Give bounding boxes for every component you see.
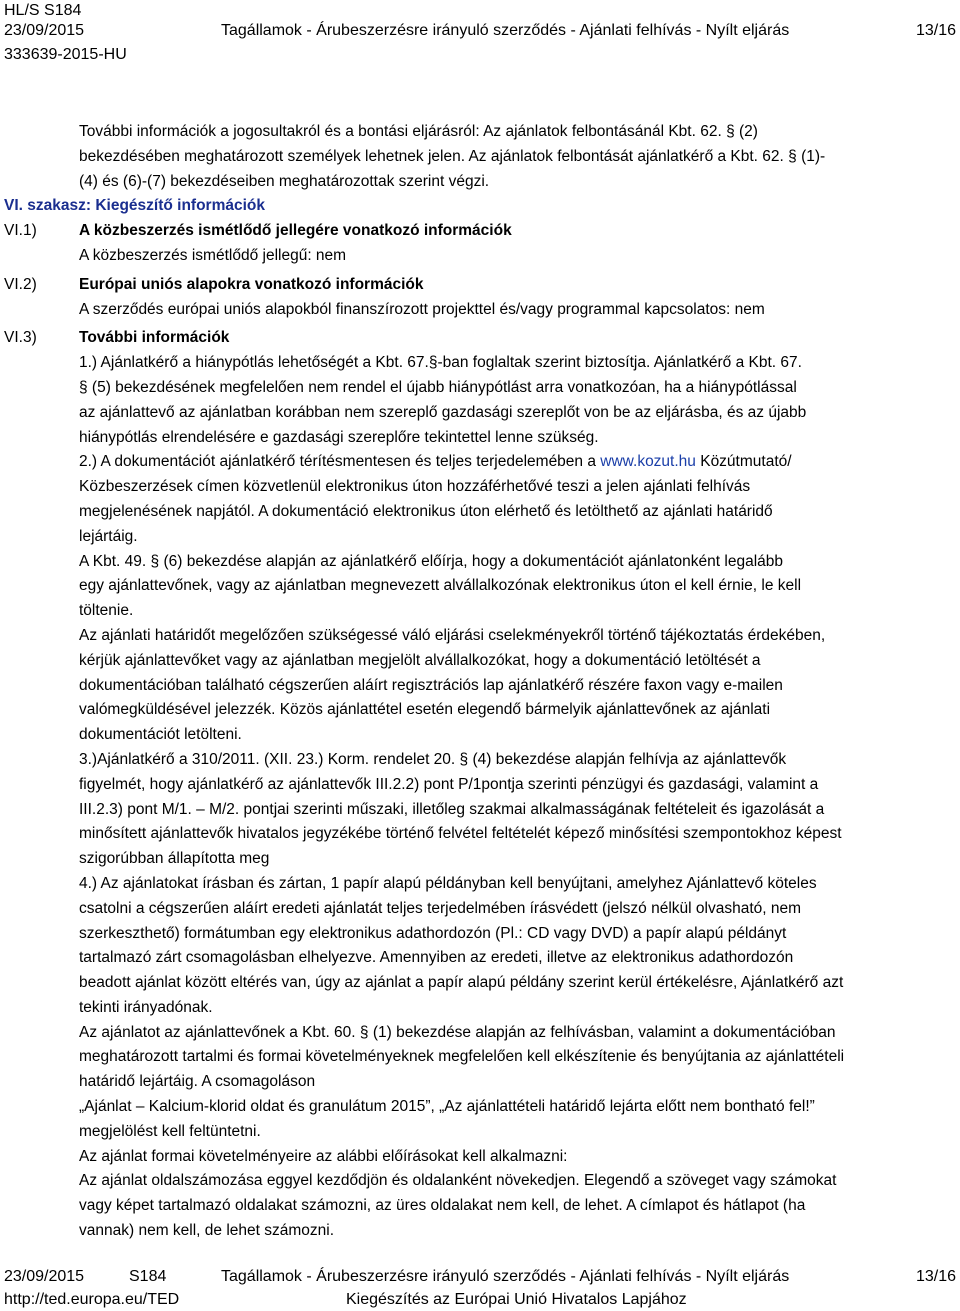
- text-line: III.2.3) pont M/1. – M/2. pontjai szerinti műszaki, illetőleg szakmai alkalmasságának feltételeit és igazolását a: [79, 800, 825, 818]
- section-number: VI.2): [4, 275, 37, 293]
- text-line: minősített ajánlattevők hivatalos jegyzékébe történő felvétel feltételét képező minősítési szempontokhoz képest: [79, 825, 842, 843]
- section-heading: További információk: [79, 329, 230, 347]
- footer-supplement: Kiegészítés az Európai Unió Hivatalos Lapjához: [346, 1291, 687, 1308]
- kozut-link[interactable]: www.kozut.hu: [600, 453, 696, 471]
- text-line: meghatározott tartalmi és formai követelményeknek megfelelően kell elkészítenie és benyújtania az ajánlattételi: [79, 1048, 845, 1066]
- header-page-number: 13/16: [915, 22, 956, 39]
- text-line: dokumentációban található cégszerűen aláírt regisztrációs lap ajánlatkérő részére faxon vagy e-mailen: [79, 676, 783, 694]
- footer-issue: S184: [129, 1268, 167, 1285]
- intro-paragraph: [79, 120, 952, 194]
- section-vi1: [0, 219, 960, 269]
- text-line: 1.) Ajánlatkérő a hiánypótlás lehetőségét a Kbt. 67.§-ban foglaltak szerint biztosítja. Ajánlatkérő a Kbt. 67.: [79, 354, 802, 372]
- text-line: töltenie.: [79, 602, 134, 620]
- section-title: VI. szakasz: Kiegészítő információk: [4, 197, 266, 215]
- text-line: 3.)Ajánlatkérő a 310/2011. (XII. 23.) Korm. rendelet 20. § (4) bekezdése alapján felhívja az ajánlattevők: [79, 750, 787, 768]
- text-line: Az ajánlat oldalszámozása eggyel kezdődjön és oldalanként növekedjen. Elegendő a szöveget vagy számokat: [79, 1172, 837, 1190]
- section-heading: A közbeszerzés ismétlődő jellegére vonatkozó információk: [79, 222, 512, 240]
- section-vi3: [0, 326, 960, 1243]
- text-line: kérjük ajánlattevőket vagy az ajánlatban megjelölt alvállalkozókat, hogy a dokumentáció letöltését a: [79, 651, 761, 669]
- text-line: vannak) nem kell, de lehet számozni.: [79, 1222, 335, 1240]
- text-line: Az ajánlati határidőt megelőzően szükségessé váló eljárási cselekményekről történő tájékoztatás érdekében,: [79, 626, 826, 644]
- text-line: Közbeszerzések címen közvetlenül elektronikus úton hozzáférhetővé teszi a jelen ajánlati felhívás: [79, 478, 751, 496]
- text-line: csatolni a cégszerűen aláírt eredeti ajánlatát teljes terjedelmében írásvédett (jelszó nélkül olvasható, nem: [79, 899, 802, 917]
- text-line: 4.) Az ajánlatokat írásban és zártan, 1 papír alapú példányban kell benyújtani, amelyhez Ajánlattevő köteles: [79, 874, 817, 892]
- text-line: § (5) bekezdésének megfelelően nem rendel el újabb hiánypótlást arra vonatkozóan, ha a hiánypótlással: [79, 378, 797, 396]
- text-line: valómegküldésével jelezzék. Közös ajánlattétel esetén elegendő bármelyik ajánlattevőnek az ajánlati: [79, 701, 771, 719]
- header-title: Tagállamok - Árubeszerzésre irányuló szerződés - Ajánlati felhívás - Nyílt eljárás: [221, 22, 790, 39]
- text-line: Az ajánlatot az ajánlattevőnek a Kbt. 60. § (1) bekezdése alapján az felhívásban, valamint a dokumentációban: [79, 1023, 836, 1041]
- intro-line: bekezdésében meghatározott személyek lehetnek jelen. Az ajánlatok felbontását ajánlatkérő a Kbt. 62. § (1)-: [79, 147, 826, 165]
- text-line: beadott ajánlat között eltérés van, úgy az ajánlat a papír alapú példány szerint kerül értékelésre, Ajánlatkérő azt: [79, 974, 844, 992]
- text-line: szigorúbban állapította meg: [79, 850, 270, 868]
- section-heading: Európai uniós alapokra vonatkozó információk: [79, 275, 424, 293]
- section-text: A szerződés európai uniós alapokból finanszírozott projekttel és/vagy programmal kapcsolatos: nem: [79, 300, 765, 318]
- section-vi2: [0, 273, 960, 323]
- text-line: A Kbt. 49. § (6) bekezdése alapján az ajánlatkérő előírja, hogy a dokumentációt ajánlatonként legalább: [79, 552, 784, 570]
- text-line: határidő lejártáig. A csomagoláson: [79, 1073, 316, 1091]
- text-line: egy ajánlattevőnek, vagy az ajánlatban megnevezett alvállalkozónak elektronikus úton el kell érnie, le kell: [79, 577, 802, 595]
- text-line-with-link: 2.) A dokumentációt ajánlatkérő térítésmentesen és teljes terjedelemében a www.kozut.hu Közútmutató/: [79, 453, 792, 471]
- section-text: A közbeszerzés ismétlődő jellegű: nem: [79, 246, 347, 264]
- text-line: tartalmazó zárt csomagolásban elhelyezve. Amennyiben az eredeti, illetve az elektronikus adathordozón: [79, 949, 794, 967]
- text-line: lejártáig.: [79, 527, 138, 545]
- text-line: Az ajánlat formai követelményeire az alábbi előírásokat kell alkalmazni:: [79, 1147, 568, 1165]
- doc-id: HL/S S184: [4, 2, 82, 19]
- section-number: VI.1): [4, 222, 37, 240]
- text-line: dokumentációt letölteni.: [79, 726, 242, 744]
- text-line: „Ajánlat – Kalcium-klorid oldat és granulátum 2015”, „Az ajánlattételi határidő lejárta előtt nem bontható fel!”: [79, 1098, 815, 1116]
- text-line: vagy képet tartalmazó oldalakat számozni, az üres oldalakat nem kell, de lehet. A címlapot és hátlapot (ha: [79, 1197, 806, 1215]
- notice-number: 333639-2015-HU: [4, 46, 127, 63]
- section-number: VI.3): [4, 329, 37, 347]
- intro-line: További információk a jogosultakról és a bontási eljárásról: Az ajánlatok felbontásánál Kbt. 62. § (2): [79, 123, 758, 140]
- text-line: szerkeszthető) formátumban egy elektronikus adathordozón (Pl.: CD vagy DVD) a papír alapú példányt: [79, 924, 787, 942]
- document-body: [0, 120, 960, 1244]
- footer-date: 23/09/2015: [4, 1268, 85, 1285]
- text-line: tekinti irányadónak.: [79, 998, 213, 1016]
- text-line: az ajánlattevő az ajánlatban korábban nem szereplő gazdasági szereplőt von be az eljárásba, és az újabb: [79, 403, 807, 421]
- text-line: megjelenésének napjától. A dokumentáció elektronikus úton elérhető és letölthető az ajánlati határidő: [79, 502, 773, 520]
- header-date: 23/09/2015: [4, 22, 85, 39]
- intro-line: (4) és (6)-(7) bekezdéseiben meghatározottak szerint végzi.: [79, 172, 490, 190]
- footer-title: Tagállamok - Árubeszerzésre irányuló szerződés - Ajánlati felhívás - Nyílt eljárás: [221, 1268, 790, 1285]
- footer-page-number: 13/16: [915, 1268, 956, 1285]
- text-line: hiánypótlás elrendelésére e gazdasági szereplőre tekintettel lenne szükség.: [79, 428, 599, 446]
- ted-url-link[interactable]: http://ted.europa.eu/TED: [4, 1291, 180, 1308]
- text-line: figyelmét, hogy ajánlatkérő az ajánlattevők III.2.2) pont P/1pontja szerinti pénzügyi és gazdasági, valamint a: [79, 775, 819, 793]
- text-line: megjelölést kell feltüntetni.: [79, 1122, 261, 1140]
